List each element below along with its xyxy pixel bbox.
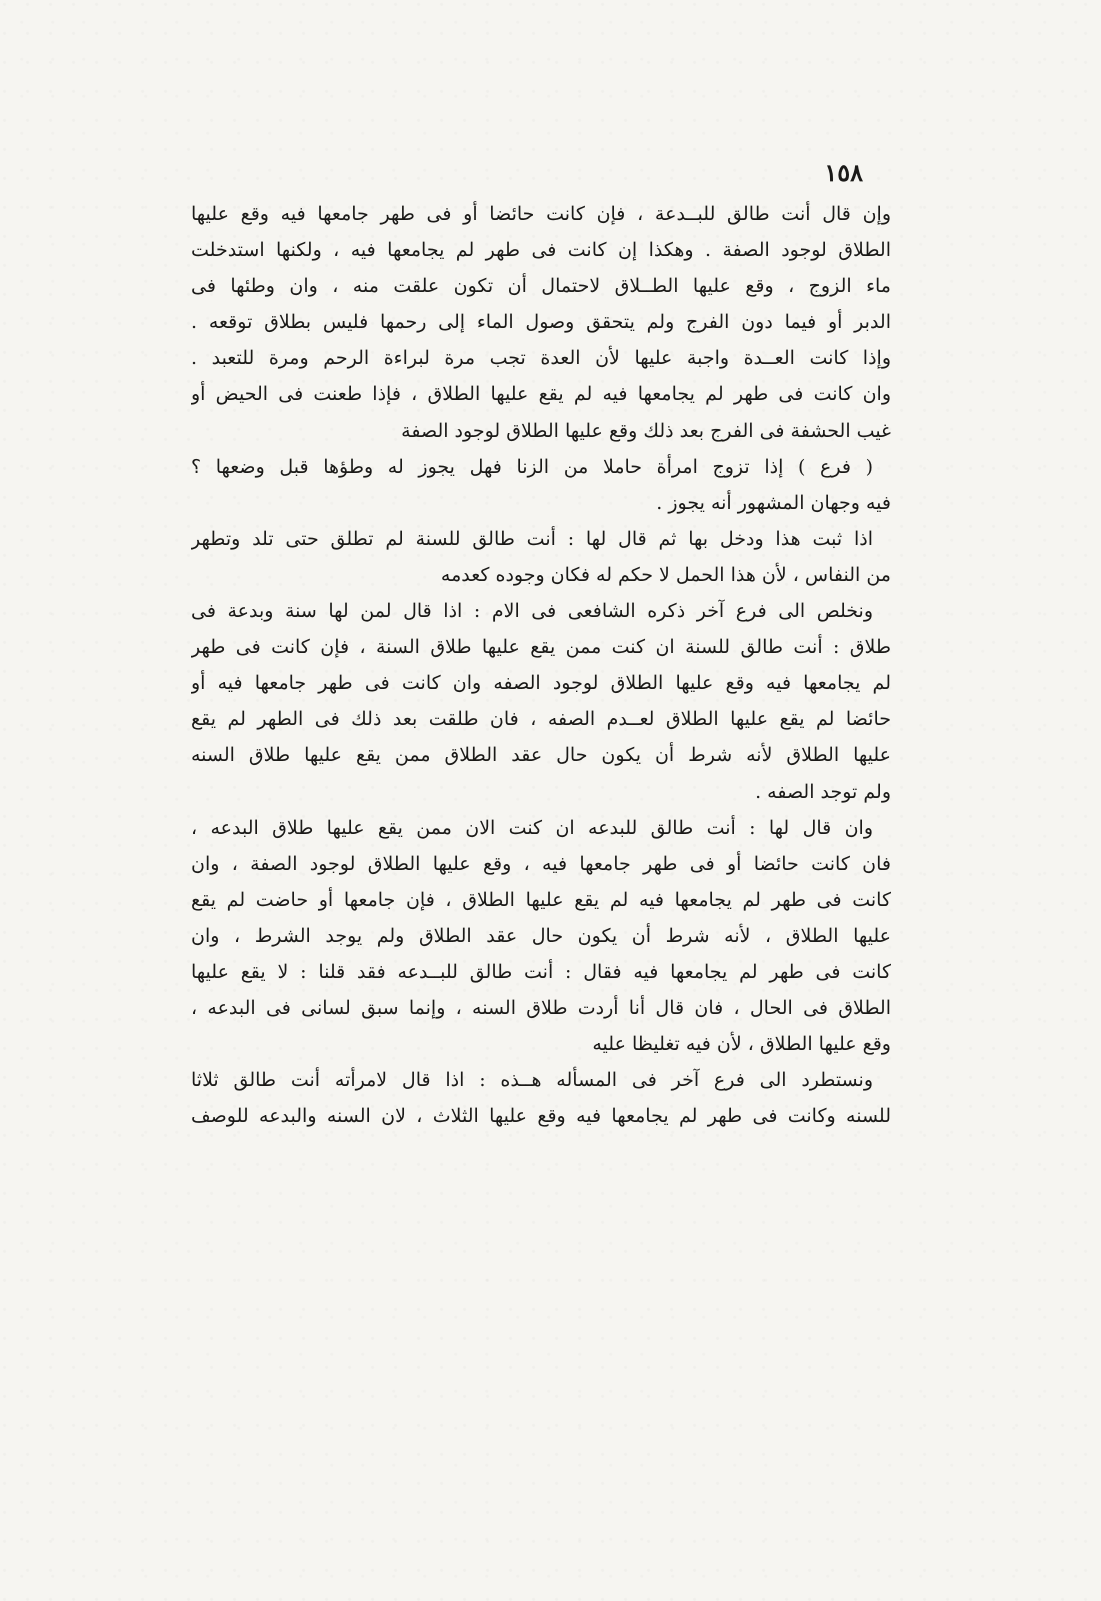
text-line: الطلاق لوجود الصفة . وهكذا إن كانت فى طهر لم يجامعها فيه ، ولكنها استدخلت	[191, 239, 891, 262]
text-line: اذا ثبت هذا ودخل بها ثم قال لها : أنت طالق للسنة لم تطلق حتى تلد وتطهر	[191, 527, 873, 550]
text-line: من النفاس ، لأن هذا الحمل لا حكم له فكان وجوده كعدمه	[440, 563, 891, 586]
text-line: وقع عليها الطلاق ، لأن فيه تغليظا عليه	[592, 1033, 891, 1056]
text-line: كانت فى طهر لم يجامعها فيه لم يقع عليها الطلاق ، فإن جامعها أو حاضت لم يقع	[191, 888, 891, 911]
body-text	[191, 196, 891, 1134]
text-line: ونستطرد الى فرع آخر فى المسأله هــذه : اذا قال لامرأته أنت طالق ثلاثا	[191, 1069, 873, 1092]
text-line: وإن قال أنت طالق للبــدعة ، فإن كانت حائضا أو فى طهر جامعها فيه وقع عليها	[191, 203, 891, 225]
text-line: للسنه وكانت فى طهر لم يجامعها فيه وقع عليها الثلاث ، لان السنه والبدعه للوصف	[191, 1105, 891, 1128]
text-line: لم يجامعها فيه وقع عليها الطلاق لوجود الصفه وان كانت فى طهر جامعها فيه أو	[191, 672, 891, 695]
text-line: حائضا لم يقع عليها الطلاق لعــدم الصفه ، فان طلقت بعد ذلك فى الطهر لم يقع	[191, 708, 891, 731]
text-line: غيب الحشفة فى الفرج بعد ذلك وقع عليها الطلاق لوجود الصفة	[401, 419, 891, 442]
text-line: الطلاق فى الحال ، فان قال أنا أردت طلاق السنه ، وإنما سبق لسانى فى البدعه ،	[191, 997, 891, 1020]
text-line: فيه وجهان المشهور أنه يجوز .	[656, 491, 891, 514]
text-line: ماء الزوج ، وقع عليها الطــلاق لاحتمال أن تكون علقت منه ، وان وطئها فى	[191, 275, 891, 298]
page-number: ١٥٨	[824, 158, 863, 187]
text-line: عليها الطلاق ، لأنه شرط أن يكون حال عقد الطلاق ولم يوجد الشرط ، وان	[191, 924, 891, 947]
text-line: الدبر أو فيما دون الفرج ولم يتحقق وصول الماء إلى رحمها فليس بطلاق توقعه .	[191, 311, 891, 334]
text-line: كانت فى طهر لم يجامعها فيه فقال : أنت طالق للبــدعه فقد قلنا : لا يقع عليها	[191, 960, 891, 983]
text-line: عليها الطلاق لأنه شرط أن يكون حال عقد الطلاق ممن يقع عليها طلاق السنه	[191, 744, 891, 767]
text-line: ولم توجد الصفه .	[755, 780, 891, 803]
text-line: وان قال لها : أنت طالق للبدعه ان كنت الان ممن يقع عليها طلاق البدعه ،	[191, 816, 873, 839]
text-line: ونخلص الى فرع آخر ذكره الشافعى فى الام : اذا قال لمن لها سنة وبدعة فى	[191, 600, 873, 623]
text-line: فان كانت حائضا أو فى طهر جامعها فيه ، وقع عليها الطلاق لوجود الصفة ، وان	[191, 852, 891, 875]
text-line: وان كانت فى طهر لم يجامعها فيه لم يقع عليها الطلاق ، فإذا طعنت فى الحيض أو	[191, 383, 891, 406]
text-line: ( فرع ) إذا تزوج امرأة حاملا من الزنا فهل يجوز له وطؤها قبل وضعها ؟	[191, 455, 873, 478]
text-line: طلاق : أنت طالق للسنة ان كنت ممن يقع عليها طلاق السنة ، فإن كانت فى طهر	[191, 636, 891, 659]
text-line: وإذا كانت العــدة واجبة عليها لأن العدة تجب مرة لبراءة الرحم ومرة للتعبد .	[191, 347, 891, 370]
